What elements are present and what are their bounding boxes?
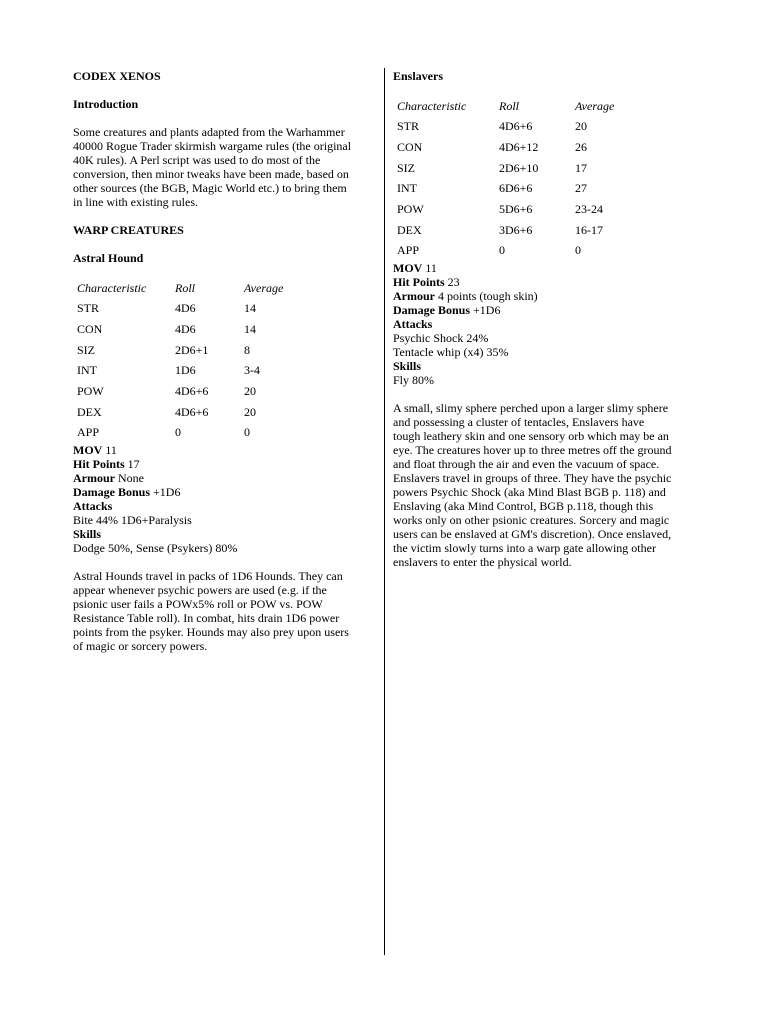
stat-average: 14	[244, 301, 256, 316]
header-characteristic: Characteristic	[397, 99, 467, 113]
astral-hound-description: Astral Hounds travel in packs of 1D6 Hounds. They can appear whenever psychic powers are used (e.g. if the psionic user fails a POWx5% roll or POW vs. POW Resistance Table roll). In combat, hits drain 1D6 power points from the psyker. Hounds may also prey upon users of magic or sorcery powers.	[73, 568, 349, 653]
header-average: Average	[575, 99, 615, 113]
mov-line	[393, 261, 693, 275]
stat-average: 17	[575, 160, 587, 175]
stat-average: 16-17	[575, 222, 603, 237]
mov-label: MOV	[393, 260, 423, 275]
table-row	[74, 422, 283, 443]
armour-value: None	[118, 470, 144, 485]
skills-label: Skills	[73, 526, 102, 541]
stat-name: CON	[397, 140, 423, 155]
skills-label: Skills	[393, 358, 422, 373]
stat-name: SIZ	[77, 342, 95, 357]
stat-average: 0	[244, 425, 250, 440]
section-heading: WARP CREATURES	[73, 223, 184, 237]
stat-name: SIZ	[397, 160, 415, 175]
table-row	[394, 199, 614, 220]
table-row	[394, 178, 614, 199]
mov-label: MOV	[73, 442, 103, 457]
stat-roll: 0	[175, 425, 181, 440]
armour-label: Armour	[393, 288, 435, 303]
stat-name: POW	[77, 384, 104, 399]
hit-points-value: 17	[127, 456, 140, 471]
enslavers-name: Enslavers	[393, 69, 444, 83]
stat-name: CON	[77, 322, 103, 337]
stat-name: DEX	[397, 222, 422, 237]
enslavers-stats-table	[394, 96, 614, 261]
table-row	[74, 298, 283, 319]
table-header-row	[394, 96, 614, 116]
stat-name: STR	[77, 301, 100, 316]
stat-average: 23-24	[575, 202, 603, 217]
stat-roll: 6D6+6	[499, 181, 533, 196]
stat-average: 26	[575, 140, 587, 155]
stat-average: 20	[575, 119, 587, 134]
table-header-row	[74, 278, 283, 298]
mov-value: 11	[105, 442, 117, 457]
table-row	[394, 157, 614, 178]
table-row	[74, 360, 283, 381]
stat-average: 20	[244, 384, 256, 399]
damage-bonus-label: Damage Bonus	[393, 302, 471, 317]
stat-roll: 5D6+6	[499, 202, 533, 217]
skills-value: Dodge 50%, Sense (Psykers) 80%	[73, 540, 238, 555]
mov-line	[73, 443, 375, 457]
stat-name: APP	[397, 243, 420, 258]
header-characteristic: Characteristic	[77, 281, 147, 295]
table-row	[394, 137, 614, 158]
table-row	[394, 219, 614, 240]
damage-bonus-line	[73, 485, 375, 499]
damage-bonus-value: +1D6	[473, 302, 501, 317]
stat-average: 14	[244, 322, 256, 337]
attacks-label: Attacks	[73, 498, 113, 513]
stat-name: POW	[397, 202, 424, 217]
attack-item: Tentacle whip (x4) 35%	[393, 344, 509, 359]
hit-points-line	[393, 275, 693, 289]
mov-value: 11	[425, 260, 437, 275]
stat-name: DEX	[77, 404, 102, 419]
stat-roll: 4D6+6	[175, 404, 209, 419]
hit-points-line	[73, 457, 375, 471]
header-roll: Roll	[175, 281, 195, 295]
document-title: CODEX XENOS	[73, 69, 161, 83]
stat-name: INT	[77, 363, 97, 378]
stat-roll: 4D6+12	[499, 140, 539, 155]
astral-hound-stats-table	[74, 278, 283, 443]
column-divider	[384, 68, 385, 955]
stat-roll: 3D6+6	[499, 222, 533, 237]
table-row	[74, 319, 283, 340]
hit-points-label: Hit Points	[393, 274, 445, 289]
table-row	[74, 339, 283, 360]
header-roll: Roll	[499, 99, 519, 113]
table-row	[394, 240, 614, 261]
armour-value: 4 points (tough skin)	[438, 288, 538, 303]
stat-average: 20	[244, 404, 256, 419]
header-average: Average	[244, 281, 284, 295]
intro-text: Some creatures and plants adapted from the Warhammer 40000 Rogue Trader skirmish wargame rules (the original 40K rules). A Perl script was used to do most of the conversion, then minor tweaks have been made, based on other sources (the BGB, Magic World etc.) to bring them in line with existing rules.	[73, 125, 352, 209]
attacks-label: Attacks	[393, 316, 433, 331]
stat-average: 8	[244, 342, 250, 357]
astral-hound-name: Astral Hound	[73, 251, 144, 265]
stat-roll: 0	[499, 243, 505, 258]
hit-points-label: Hit Points	[73, 456, 125, 471]
hit-points-value: 23	[447, 274, 460, 289]
damage-bonus-value: +1D6	[153, 484, 181, 499]
stat-roll: 4D6+6	[175, 384, 209, 399]
table-row	[394, 116, 614, 137]
table-row	[74, 401, 283, 422]
stat-roll: 2D6+1	[175, 342, 209, 357]
enslavers-description: A small, slimy sphere perched upon a larger slimy sphere and possessing a cluster of tentacles, Enslavers have tough leathery skin and one sensory orb which may be an eye. The creatures hover up to three metres off the ground and float through the air and even the vacuum of space. Enslavers travel in groups of three. They have the psychic powers Psychic Shock (aka Mind Blast BGB p. 118) and Enslaving (aka Mind Control, BGB p.118, though this works only on other psionic creatures. Sorcery and magic users can be enslaved at GM's discretion). Once enslaved, the victim slowly turns into a warp gate allowing other enslavers to enter the physical world.	[393, 400, 672, 569]
stat-roll: 4D6	[175, 322, 196, 337]
intro-heading: Introduction	[73, 97, 139, 111]
armour-line	[393, 289, 693, 303]
armour-line	[73, 471, 375, 485]
stat-average: 0	[575, 243, 581, 258]
attack-item: Bite 44% 1D6+Paralysis	[73, 512, 192, 527]
stat-average: 27	[575, 181, 587, 196]
stat-roll: 2D6+10	[499, 160, 539, 175]
stat-roll: 1D6	[175, 363, 196, 378]
stat-average: 3-4	[244, 363, 260, 378]
attack-item: Psychic Shock 24%	[393, 330, 489, 345]
stat-roll: 4D6+6	[499, 119, 533, 134]
skills-value: Fly 80%	[393, 372, 435, 387]
stat-name: STR	[397, 119, 420, 134]
left-column	[73, 69, 375, 653]
damage-bonus-line	[393, 303, 693, 317]
table-row	[74, 381, 283, 402]
armour-label: Armour	[73, 470, 115, 485]
stat-name: INT	[397, 181, 417, 196]
right-column	[393, 69, 693, 569]
damage-bonus-label: Damage Bonus	[73, 484, 151, 499]
stat-roll: 4D6	[175, 301, 196, 316]
stat-name: APP	[77, 425, 100, 440]
